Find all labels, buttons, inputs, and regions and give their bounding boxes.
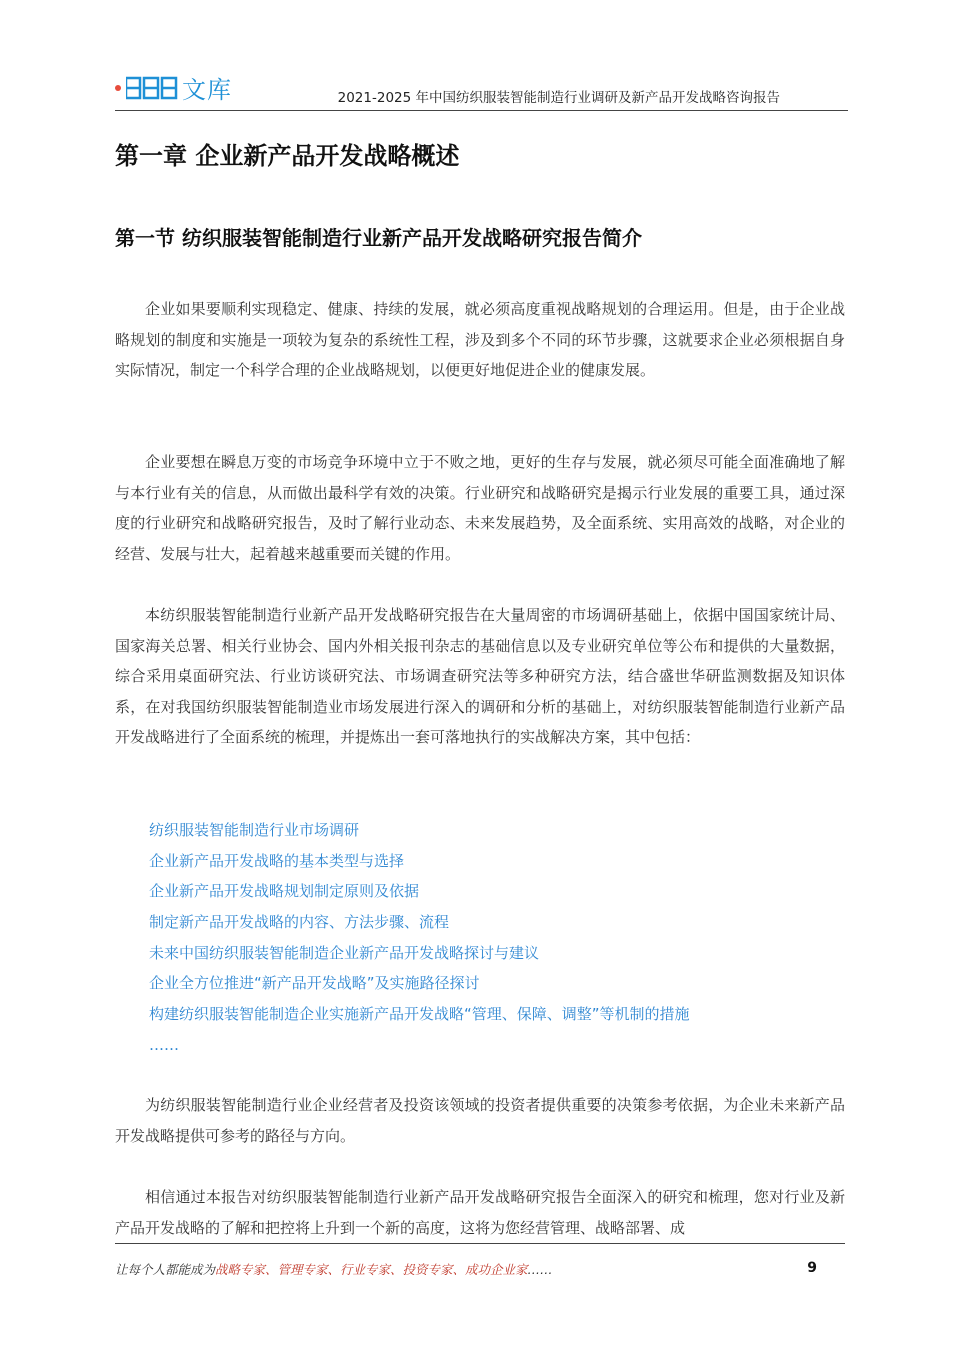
section-title: 第一节 纺织服装智能制造行业新产品开发战略研究报告简介	[115, 226, 642, 250]
slogan-highlight: 战略专家、管理专家、行业专家、投资专家、成功企业家	[215, 1262, 528, 1277]
footer-slogan	[115, 1260, 553, 1278]
logo-mark-icon	[126, 76, 178, 100]
paragraph: 企业要想在瞬息万变的市场竞争环境中立于不败之地，更好的生存与发展，就必须尽可能全面准确地了解与本行业有关的信息，从而做出最科学有效的决策。行业研究和战略研究是揭示行业发展的重要工具，通过深度的行业研究和战略研究报告，及时了解行业动态、未来发展趋势，及全面系统、实用高效的战略，对企业的经营、发展与壮大，起着越来越重要而关键的作用。	[115, 453, 845, 563]
paragraph: 本纺织服装智能制造行业新产品开发战略研究报告在大量周密的市场调研基础上，依据中国国家统计局、国家海关总署、相关行业协会、国内外相关报刊杂志的基础信息以及专业研究单位等公布和提供的大量数据，综合采用桌面研究法、行业访谈研究法、市场调查研究法等多种研究方法，结合盛世华研监测数据及知识体系，在对我国纺织服装智能制造业市场发展进行深入的调研和分析的基础上，对纺织服装智能制造行业新产品开发战略进行了全面系统的梳理，并提炼出一套可落地执行的实战解决方案，其中包括：	[115, 606, 845, 746]
list-item[interactable]: 未来中国纺织服装智能制造企业新产品开发战略探讨与建议	[149, 943, 540, 962]
paragraph: 相信通过本报告对纺织服装智能制造行业新产品开发战略研究报告全面深入的研究和梳理，您对行业及新产品开发战略的了解和把控将上升到一个新的高度，这将为您经营管理、战略部署、成	[115, 1188, 845, 1237]
list-item[interactable]: 企业新产品开发战略规划制定原则及依据	[149, 882, 420, 901]
slogan-prefix: 让每个人都能成为	[115, 1262, 216, 1277]
contents-list	[149, 815, 690, 1061]
logo-dot	[115, 85, 121, 91]
chapter-title: 第一章 企业新产品开发战略概述	[115, 142, 460, 170]
paragraph: 企业如果要顺利实现稳定、健康、持续的发展，就必须高度重视战略规划的合理运用。但是，由于企业战略规划的制度和实施是一项较为复杂的系统性工程，涉及到多个不同的环节步骤，这就要求企业必须根据自身实际情况，制定一个科学合理的企业战略规划，以便更好地促进企业的健康发展。	[115, 300, 845, 379]
list-item[interactable]: 纺织服装智能制造行业市场调研	[149, 821, 360, 839]
report-title: 2021-2025 年中国纺织服装智能制造行业调研及新产品开发战略咨询报告	[337, 90, 780, 106]
list-item[interactable]: 制定新产品开发战略的内容、方法步骤、流程	[149, 913, 450, 932]
list-item-ellipsis: ……	[149, 1035, 179, 1054]
list-item[interactable]: 企业新产品开发战略的基本类型与选择	[149, 851, 405, 870]
slogan-suffix: ……	[527, 1262, 553, 1277]
logo	[115, 70, 232, 105]
page-number: 9	[807, 1260, 817, 1276]
list-item[interactable]: 企业全方位推进“新产品开发战略”及实施路径探讨	[149, 974, 480, 993]
logo-text: 文库	[182, 76, 232, 104]
paragraph: 为纺织服装智能制造行业企业经营者及投资该领域的投资者提供重要的决策参考依据，为企业未来新产品开发战略提供可参考的路径与方向。	[115, 1096, 845, 1145]
page-footer	[115, 1243, 845, 1284]
list-item[interactable]: 构建纺织服装智能制造企业实施新产品开发战略“管理、保障、调整”等机制的措施	[149, 1005, 690, 1024]
page-header	[115, 64, 848, 111]
